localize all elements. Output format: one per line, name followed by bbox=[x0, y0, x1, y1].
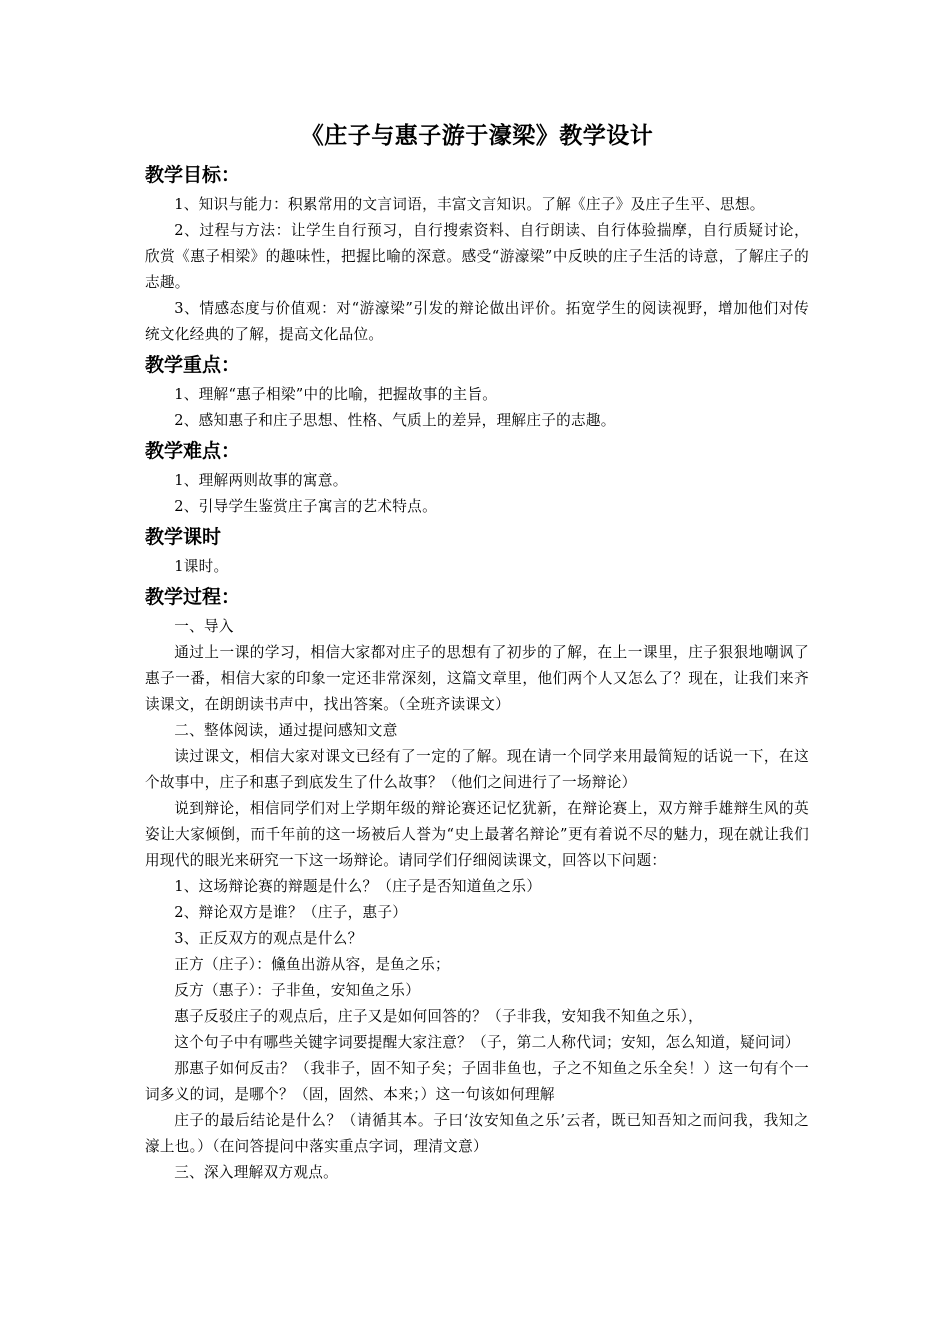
paragraph: 说到辩论，相信同学们对上学期年级的辩论赛还记忆犹新，在辩论赛上，双方辩手雄辩生风的英姿让大家倾倒，而千年前的这一场被后人誉为“史上最著名辩论”更有着说不尽的魅力，现在就让我们用现代的眼光来研究一下这一场辩论。请同学们仔细阅读课文，回答以下问题： bbox=[145, 800, 809, 869]
document-title: 《庄子与惠子游于濠梁》教学设计 bbox=[300, 122, 654, 149]
heading-objectives: 教学目标： bbox=[145, 164, 241, 186]
document-body bbox=[145, 118, 809, 1186]
paragraph: 反方（惠子）：子非鱼，安知鱼之乐） bbox=[174, 982, 421, 999]
heading-difficulties: 教学难点： bbox=[145, 440, 241, 462]
paragraph: 1、这场辩论赛的辩题是什么？（庄子是否知道鱼之乐） bbox=[174, 878, 542, 895]
heading-key-points: 教学重点： bbox=[145, 354, 241, 376]
paragraph: 那惠子如何反击？（我非子，固不知子矣；子固非鱼也，子之不知鱼之乐全矣！）这一句有个一词多义的词，是哪个？（固，固然、本来；）这一句该如何理解 bbox=[145, 1060, 809, 1103]
paragraph: 读过课文，相信大家对课文已经有了一定的了解。现在请一个同学来用最简短的话说一下，在这个故事中，庄子和惠子到底发生了什么故事？（他们之间进行了一场辩论） bbox=[145, 748, 809, 791]
paragraph: 1课时。 bbox=[174, 558, 229, 575]
paragraph: 1、理解“惠子相梁”中的比喻，把握故事的主旨。 bbox=[174, 386, 498, 403]
paragraph: 惠子反驳庄子的观点后，庄子又是如何回答的？（子非我，安知我不知鱼之乐）， bbox=[174, 1008, 704, 1025]
paragraph: 这个句子中有哪些关键字词要提醒大家注意？（子，第二人称代词；安知，怎么知道，疑问词） bbox=[174, 1034, 800, 1051]
paragraph: 一、导入 bbox=[174, 618, 234, 635]
paragraph: 庄子的最后结论是什么？（请循其本。子曰‘汝安知鱼之乐’云者，既已知吾知之而问我，我知之濠上也。）（在问答提问中落实重点字词，理清文意） bbox=[145, 1112, 809, 1155]
paragraph: 二、整体阅读，通过提问感知文意 bbox=[174, 722, 398, 739]
heading-class-hours: 教学课时 bbox=[145, 526, 222, 548]
paragraph: 1、理解两则故事的寓意。 bbox=[174, 472, 348, 489]
paragraph: 2、引导学生鉴赏庄子寓言的艺术特点。 bbox=[174, 498, 437, 515]
paragraph: 正方（庄子）：儵鱼出游从容，是鱼之乐； bbox=[174, 956, 450, 973]
paragraph: 2、感知惠子和庄子思想、性格、气质上的差异，理解庄子的志趣。 bbox=[174, 412, 616, 429]
paragraph: 3、情感态度与价值观：对“游濠梁”引发的辩论做出评价。拓宽学生的阅读视野，增加他们对传统文化经典的了解，提高文化品位。 bbox=[145, 300, 809, 343]
paragraph: 3、正反双方的观点是什么？ bbox=[174, 930, 363, 947]
paragraph: 1、知识与能力：积累常用的文言词语，丰富文言知识。了解《庄子》及庄子生平、思想。 bbox=[174, 196, 765, 213]
paragraph: 三、深入理解双方观点。 bbox=[174, 1164, 339, 1181]
paragraph: 2、过程与方法：让学生自行预习，自行搜索资料、自行朗读、自行体验揣摩，自行质疑讨论，欣赏《惠子相梁》的趣味性，把握比喻的深意。感受“游濠梁”中反映的庄子生活的诗意，了解庄子的志趣。 bbox=[145, 222, 809, 291]
heading-process: 教学过程： bbox=[145, 586, 241, 608]
paragraph: 通过上一课的学习，相信大家都对庄子的思想有了初步的了解，在上一课里，庄子狠狠地嘲讽了惠子一番，相信大家的印象一定还非常深刻，这篇文章里，他们两个人又怎么了？现在，让我们来齐读课文，在朗朗读书声中，找出答案。（全班齐读课文） bbox=[145, 644, 809, 713]
paragraph: 2、辩论双方是谁？（庄子，惠子） bbox=[174, 904, 408, 921]
